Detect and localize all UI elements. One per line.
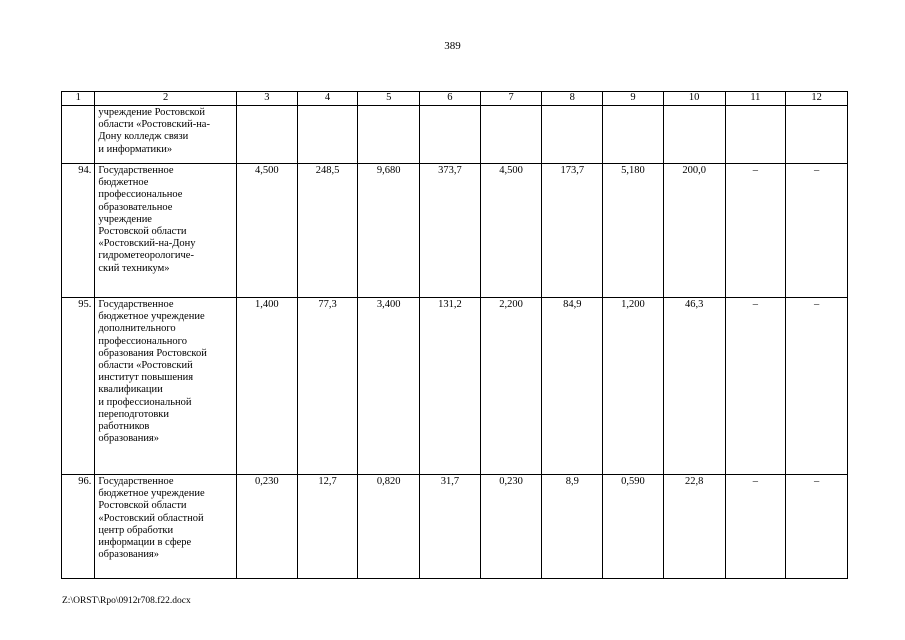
institution-name: учреждение Ростовской области «Ростовский-на- Дону колледж связи и информатики» — [95, 106, 237, 164]
column-header: 12 — [786, 92, 848, 106]
value-cell: 0,820 — [358, 475, 420, 579]
value-cell: 0,230 — [480, 475, 542, 579]
value-cell: 2,200 — [480, 298, 542, 475]
value-cell — [420, 106, 481, 164]
value-cell — [725, 106, 786, 164]
institution-name: Государственное бюджетное профессиональное образовательное учреждение Ростовской области «Ростовский-на-Дону гидрометеорологиче- ский техникум» — [95, 164, 237, 298]
value-cell: 8,9 — [542, 475, 603, 579]
value-cell — [663, 106, 725, 164]
value-cell: 46,3 — [663, 298, 725, 475]
value-cell: 0,230 — [236, 475, 297, 579]
page-number: 389 — [444, 40, 461, 52]
value-cell: – — [786, 298, 848, 475]
value-cell: 77,3 — [297, 298, 358, 475]
value-cell — [297, 106, 358, 164]
value-cell: – — [786, 164, 848, 298]
value-cell: 12,7 — [297, 475, 358, 579]
value-cell — [786, 106, 848, 164]
column-header: 7 — [480, 92, 542, 106]
institution-name: Государственное бюджетное учреждение Ростовской области «Ростовский областной центр обработки информации в сфере образования» — [95, 475, 237, 579]
row-number: 96. — [62, 475, 95, 579]
column-header: 5 — [358, 92, 420, 106]
column-header: 11 — [725, 92, 786, 106]
value-cell: 3,400 — [358, 298, 420, 475]
value-cell: 373,7 — [420, 164, 481, 298]
column-header: 1 — [62, 92, 95, 106]
column-header: 3 — [236, 92, 297, 106]
table-row — [62, 475, 848, 579]
file-path-footer: Z:\ORST\Rpo\0912r708.f22.docx — [62, 596, 191, 606]
table-row — [62, 106, 848, 164]
row-number: 95. — [62, 298, 95, 475]
value-cell: 0,590 — [603, 475, 664, 579]
value-cell — [542, 106, 603, 164]
value-cell: – — [725, 164, 786, 298]
column-header: 8 — [542, 92, 603, 106]
value-cell — [236, 106, 297, 164]
table-row — [62, 298, 848, 475]
value-cell — [358, 106, 420, 164]
value-cell: 1,400 — [236, 298, 297, 475]
value-cell: 31,7 — [420, 475, 481, 579]
value-cell: 84,9 — [542, 298, 603, 475]
value-cell — [480, 106, 542, 164]
value-cell: 173,7 — [542, 164, 603, 298]
value-cell: – — [725, 475, 786, 579]
column-header: 10 — [663, 92, 725, 106]
data-table — [61, 91, 848, 579]
row-number: 94. — [62, 164, 95, 298]
value-cell: – — [786, 475, 848, 579]
column-header: 2 — [95, 92, 237, 106]
value-cell: 248,5 — [297, 164, 358, 298]
value-cell: 200,0 — [663, 164, 725, 298]
value-cell: – — [725, 298, 786, 475]
value-cell — [603, 106, 664, 164]
column-header: 6 — [420, 92, 481, 106]
value-cell: 131,2 — [420, 298, 481, 475]
table-row — [62, 164, 848, 298]
value-cell: 22,8 — [663, 475, 725, 579]
institution-name: Государственное бюджетное учреждение дополнительного профессионального образования Ростовской области «Ростовский институт повышения квалификации и профессиональной переподготовки работников образования» — [95, 298, 237, 475]
column-header: 4 — [297, 92, 358, 106]
value-cell: 4,500 — [480, 164, 542, 298]
row-number — [62, 106, 95, 164]
table-header-row — [62, 92, 848, 106]
value-cell: 4,500 — [236, 164, 297, 298]
value-cell: 1,200 — [603, 298, 664, 475]
value-cell: 9,680 — [358, 164, 420, 298]
value-cell: 5,180 — [603, 164, 664, 298]
column-header: 9 — [603, 92, 664, 106]
